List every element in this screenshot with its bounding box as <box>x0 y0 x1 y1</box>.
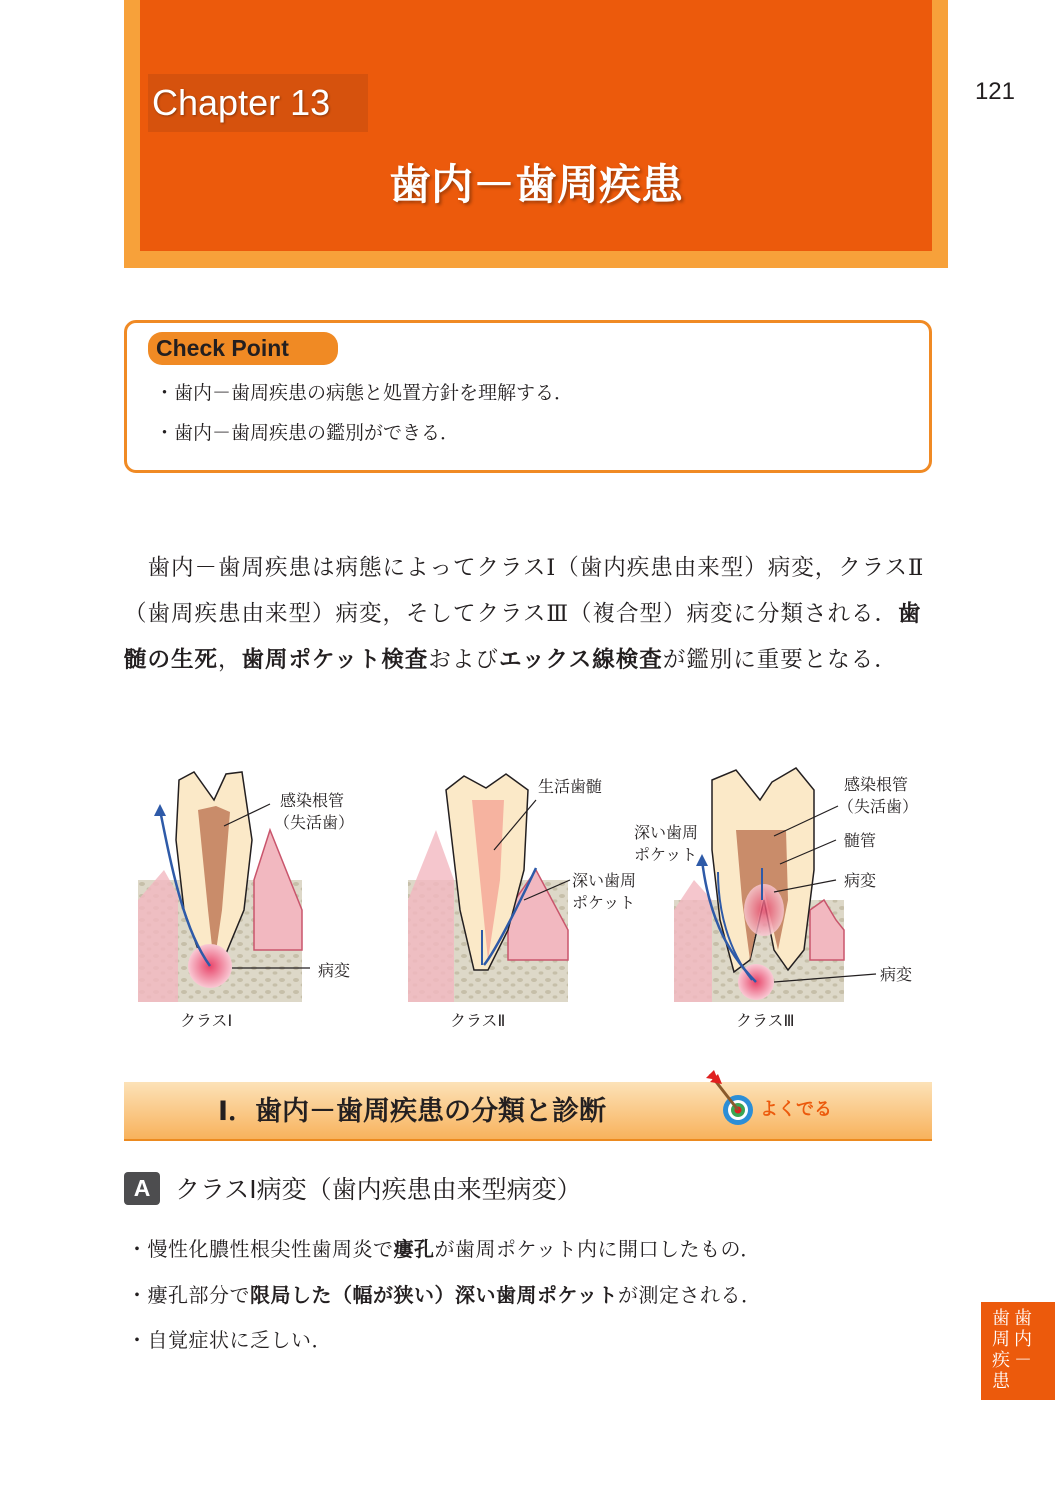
check-point-item: ・歯内－歯周疾患の病態と処置方針を理解する． <box>155 382 574 404</box>
label-vital-pulp: 生活歯髄 <box>538 777 603 796</box>
intro-paragraph <box>124 545 934 683</box>
side-tab-char: 歯 <box>1014 1308 1032 1329</box>
list-item-text: ・慢性化膿性根尖性歯周炎で <box>127 1237 394 1261</box>
list-item <box>127 1324 332 1353</box>
chapter-label: Chapter 13 <box>148 74 368 132</box>
check-point-label: Check Point <box>148 332 338 365</box>
label-infected-canal: 感染根管 <box>844 775 909 794</box>
label-medullary-canal: 髄管 <box>844 831 877 850</box>
subsection-badge: A <box>124 1172 160 1205</box>
label-lesion: 病変 <box>844 871 877 890</box>
side-tab-char: 疾 <box>992 1350 1010 1371</box>
list-item-text: が歯周ポケット内に開口したもの． <box>434 1237 761 1261</box>
side-tab-text <box>1013 1308 1033 1350</box>
caption-class1: クラスⅠ <box>180 1011 233 1030</box>
chapter-side-tab <box>981 1302 1055 1400</box>
class2-diagram <box>408 774 570 1002</box>
frequently-tested-badge: よくでる <box>760 1099 832 1120</box>
intro-bold: 歯周ポケット検査 <box>241 647 429 673</box>
subsection-title: クラスⅠ病変（歯内疾患由来型病変） <box>175 1175 582 1204</box>
caption-class3: クラスⅢ <box>736 1011 795 1030</box>
intro-bold: 歯髄の生死 <box>124 601 922 673</box>
tooth-classification-figure <box>124 760 934 1040</box>
side-tab-char: 周 <box>992 1329 1010 1350</box>
label-deep-pocket: ポケット <box>634 845 698 864</box>
side-tab-dash: － <box>1014 1350 1032 1371</box>
side-tab-line <box>1013 1308 1033 1371</box>
label-lesion: 病変 <box>880 965 913 984</box>
intro-bold: エックス線検査 <box>498 647 663 673</box>
side-tab-char: 歯 <box>992 1308 1010 1329</box>
intro-text: および <box>428 647 499 673</box>
list-item-bold: 瘻孔 <box>393 1237 435 1261</box>
list-item <box>127 1233 761 1262</box>
intro-text: ， <box>218 647 242 673</box>
side-tab-line <box>991 1308 1011 1392</box>
list-item-bold: 限局した（幅が狭い）深い歯周ポケット <box>250 1283 618 1307</box>
label-deep-pocket: 深い歯周 <box>572 871 637 890</box>
target-arrow-icon <box>704 1068 764 1130</box>
side-tab-char: 内 <box>1014 1329 1032 1350</box>
page-number: 121 <box>974 78 1015 105</box>
label-infected-canal: 感染根管 <box>280 791 345 810</box>
intro-text: が鑑別に重要となる． <box>662 647 898 673</box>
side-tab-char: 患 <box>992 1371 1010 1392</box>
label-deep-pocket: ポケット <box>572 893 636 912</box>
label-deep-pocket: 深い歯周 <box>634 823 699 842</box>
list-item-text: ・瘻孔部分で <box>127 1283 250 1307</box>
chapter-title: 歯内－歯周疾患 <box>388 160 683 209</box>
list-item-text: が測定される． <box>618 1283 762 1307</box>
caption-class2: クラスⅡ <box>450 1011 506 1030</box>
check-point-item: ・歯内－歯周疾患の鑑別ができる． <box>155 422 460 444</box>
intro-text: 歯内－歯周疾患は病態によってクラスⅠ（歯内疾患由来型）病変，クラスⅡ（歯周疾患由来型）病変，そしてクラスⅢ（複合型）病変に分類される． <box>124 555 925 627</box>
section-title: Ⅰ．歯内－歯周疾患の分類と診断 <box>218 1096 607 1127</box>
label-nonvital: （失活歯） <box>838 797 919 816</box>
list-item-text: ・自覚症状に乏しい． <box>127 1328 332 1352</box>
label-lesion: 病変 <box>318 961 351 980</box>
label-nonvital: （失活歯） <box>274 813 355 832</box>
list-item <box>127 1279 762 1308</box>
